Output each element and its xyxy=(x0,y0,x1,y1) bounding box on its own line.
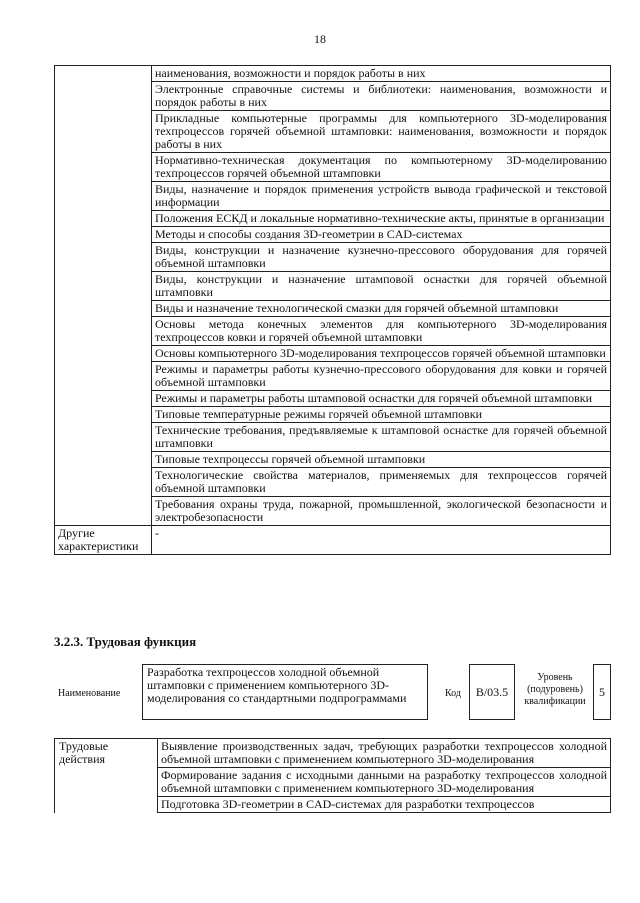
knowledge-item: Методы и способы создания 3D-геометрии в CAD-системах xyxy=(152,227,611,243)
labor-actions-label: Трудовые действия xyxy=(55,739,158,813)
knowledge-item: Типовые температурные режимы горячей объемной штамповки xyxy=(152,407,611,423)
knowledge-item: Нормативно-техническая документация по компьютерному 3D-моделированию техпроцессов горячей объемной штамповки xyxy=(152,153,611,182)
other-characteristics-row xyxy=(55,526,611,555)
knowledge-item: Электронные справочные системы и библиотеки: наименования, возможности и порядок работы в них xyxy=(152,82,611,111)
knowledge-item: Типовые техпроцессы горячей объемной штамповки xyxy=(152,452,611,468)
code-label: Код xyxy=(445,688,461,699)
labor-action-item: Подготовка 3D-геометрии в CAD-системах для разработки техпроцессов xyxy=(158,797,611,813)
function-code: B/03.5 xyxy=(469,664,515,720)
knowledge-item: Технические требования, предъявляемые к штамповой оснастке для горячей объемной штамповки xyxy=(152,423,611,452)
knowledge-item: Требования охраны труда, пожарной, промышленной, экологической безопасности и электробезопасности xyxy=(152,497,611,526)
qualification-level: 5 xyxy=(593,664,611,720)
knowledge-label-cell xyxy=(55,66,152,526)
other-characteristics-value: - xyxy=(152,526,611,555)
name-label: Наименование xyxy=(58,688,121,699)
knowledge-row xyxy=(55,66,611,82)
knowledge-table xyxy=(54,65,611,555)
knowledge-item: Виды, конструкции и назначение кузнечно-прессового оборудования для горячей объемной штамповки xyxy=(152,243,611,272)
labor-actions-table xyxy=(54,738,611,813)
labor-action-item: Формирование задания с исходными данными на разработку техпроцессов холодной объемной штамповки с применением компьютерного 3D-моделирования xyxy=(158,768,611,797)
section-title: 3.2.3. Трудовая функция xyxy=(54,634,197,649)
knowledge-item: Положения ЕСКД и локальные нормативно-технические акты, принятые в организации xyxy=(152,211,611,227)
knowledge-item: Виды, назначение и порядок применения устройств вывода графической и текстовой информации xyxy=(152,182,611,211)
knowledge-item: Основы компьютерного 3D-моделирования техпроцессов горячей объемной штамповки xyxy=(152,346,611,362)
labor-action-item: Выявление производственных задач, требующих разработки техпроцессов холодной объемной штамповки с применением компьютерного 3D-моделирования xyxy=(158,739,611,768)
knowledge-item: Виды и назначение технологической смазки для горячей объемной штамповки xyxy=(152,301,611,317)
knowledge-item: Режимы и параметры работы штамповой оснастки для горячей объемной штамповки xyxy=(152,391,611,407)
other-characteristics-label: Другие характеристики xyxy=(55,526,152,555)
knowledge-item: Технологические свойства материалов, применяемых для техпроцессов горячей объемной штамповки xyxy=(152,468,611,497)
knowledge-item: Режимы и параметры работы кузнечно-прессового оборудования для ковки и горячей объемной штамповки xyxy=(152,362,611,391)
page-number: 18 xyxy=(314,32,326,46)
knowledge-item: наименования, возможности и порядок работы в них xyxy=(152,66,611,82)
labor-action-row xyxy=(55,739,611,768)
level-label: Уровень (подуровень) квалификации xyxy=(524,672,586,707)
knowledge-item: Прикладные компьютерные программы для компьютерного 3D-моделирования техпроцессов горячей объемной штамповки: наименования, возможности и порядок работы в них xyxy=(152,111,611,153)
knowledge-item: Основы метода конечных элементов для компьютерного 3D-моделирования техпроцессов ковки и горячей объемной штамповки xyxy=(152,317,611,346)
function-name: Разработка техпроцессов холодной объемной штамповки с применением компьютерного 3D-моделирования со стандартными подпрограммами xyxy=(142,664,428,720)
knowledge-item: Виды, конструкции и назначение штамповой оснастки для горячей объемной штамповки xyxy=(152,272,611,301)
